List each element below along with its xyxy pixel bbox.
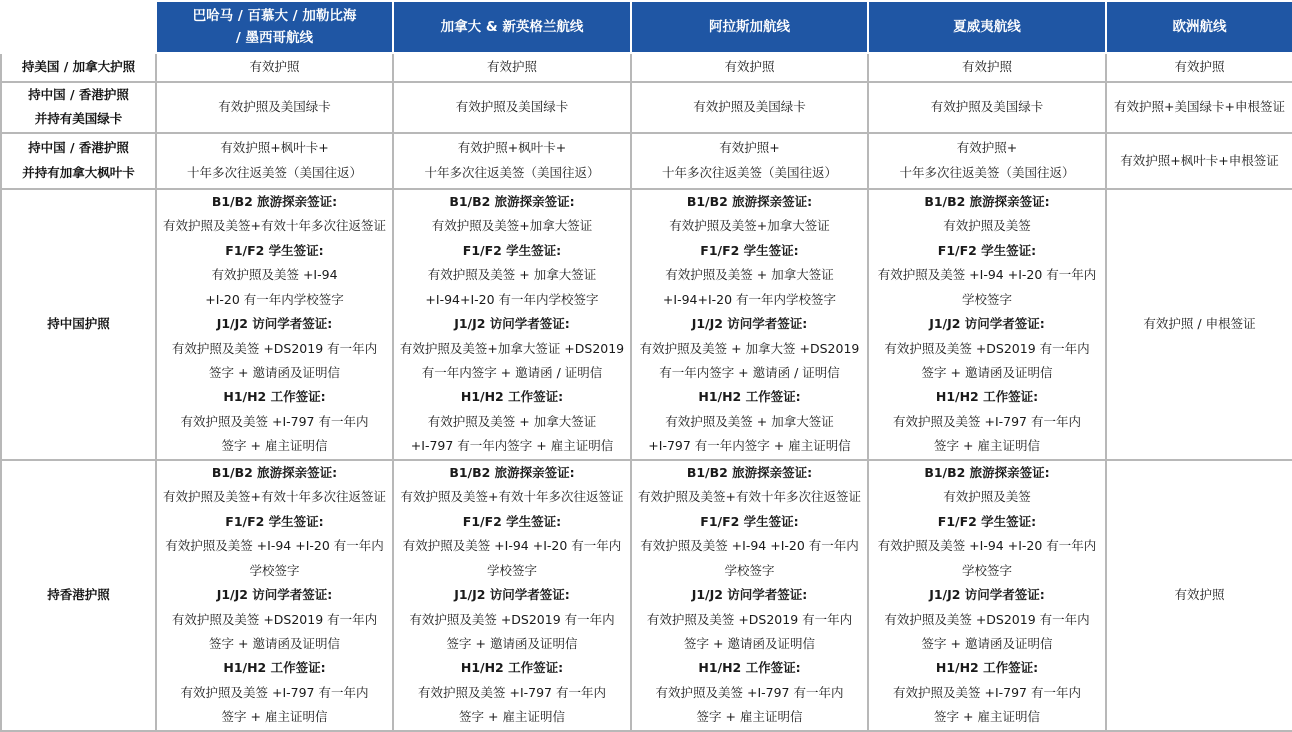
table-cell (156, 53, 393, 82)
header-route-canada-new-england (393, 1, 631, 53)
requirement-line: 有效护照及美签 +I-94 +I-20 有一年内 (877, 538, 1097, 554)
requirement-line: 签字 + 邀请函及证明信 (921, 635, 1053, 651)
table-cell (631, 189, 868, 460)
requirement-line: 有效护照及美签 +I-797 有一年内 (180, 413, 369, 429)
requirement-line: 签字 + 雇主证明信 (221, 438, 328, 454)
requirement-line: 有效护照+ (956, 140, 1018, 156)
requirement-line: 有效护照及美签 + 加拿大签 +DS2019 (639, 340, 860, 356)
requirement-line: 学校签字 (961, 291, 1012, 307)
requirement-line: +I-94+I-20 有一年内学校签字 (425, 291, 599, 307)
visa-type-heading: J1/J2 访问学者签证: (216, 316, 333, 332)
requirement-line: 签字 + 雇主证明信 (934, 438, 1040, 454)
requirement-line: 有效护照 (724, 59, 775, 75)
visa-type-heading: H1/H2 工作签证: (698, 389, 801, 405)
row-china-hk-greencard (1, 82, 1292, 133)
requirement-line: 有效护照及美签 +I-797 有一年内 (418, 684, 606, 700)
requirement-line: 有效护照+枫叶卡+ (457, 140, 567, 156)
requirement-line: 有效护照 (249, 59, 300, 75)
table-cell (1106, 460, 1292, 731)
visa-type-heading: B1/B2 旅游探亲签证: (449, 465, 575, 481)
requirement-line: 有效护照及美签 +DS2019 有一年内 (409, 611, 615, 627)
requirement-line: 十年多次往返美签（美国往返） (899, 164, 1075, 180)
visa-type-heading: B1/B2 旅游探亲签证: (686, 465, 813, 481)
visa-type-heading: H1/H2 工作签证: (460, 389, 564, 405)
visa-type-heading: B1/B2 旅游探亲签证: (686, 194, 813, 210)
visa-type-heading: F1/F2 学生签证: (700, 513, 799, 529)
visa-type-heading: B1/B2 旅游探亲签证: (924, 194, 1050, 210)
table-cell (631, 133, 868, 189)
requirement-line: 签字 + 雇主证明信 (934, 709, 1040, 725)
visa-type-heading: H1/H2 工作签证: (223, 660, 326, 676)
requirement-line: 有效护照及美国绿卡 (218, 99, 331, 115)
visa-type-heading: H1/H2 工作签证: (935, 660, 1039, 676)
requirement-line: 有效护照及美签 +I-94 (211, 267, 338, 283)
visa-type-heading: J1/J2 访问学者签证: (929, 587, 1045, 603)
header-line: 阿拉斯加航线 (709, 19, 790, 35)
visa-type-heading: J1/J2 访问学者签证: (691, 587, 808, 603)
requirement-line: 签字 + 雇主证明信 (696, 709, 803, 725)
row-label (1, 82, 156, 133)
row-hk-passport (1, 460, 1292, 731)
requirement-line: 有效护照及美签 +I-94 +I-20 有一年内 (877, 267, 1097, 283)
requirement-line: 签字 + 雇主证明信 (459, 709, 565, 725)
visa-type-heading: B1/B2 旅游探亲签证: (924, 465, 1050, 481)
table-body (1, 53, 1292, 731)
header-corner (1, 1, 156, 53)
row-label (1, 133, 156, 189)
row-china-hk-mapleleaf (1, 133, 1292, 189)
table-cell (631, 82, 868, 133)
requirement-line: 有效护照 (486, 59, 537, 75)
visa-type-heading: H1/H2 工作签证: (223, 389, 326, 405)
requirement-line: 有效护照及美签 +I-797 有一年内 (893, 684, 1081, 700)
table-cell (393, 189, 631, 460)
row-label-line: 持美国 / 加拿大护照 (21, 59, 136, 75)
row-label (1, 460, 156, 731)
requirement-line: 有效护照+美国绿卡+申根签证 (1114, 99, 1285, 115)
row-label-line: 并持有美国绿卡 (34, 111, 123, 127)
visa-type-heading: F1/F2 学生签证: (937, 242, 1037, 258)
requirement-line: 有效护照及美签+加拿大签证 +DS2019 (399, 340, 625, 356)
table-cell (393, 133, 631, 189)
header-line: 欧洲航线 (1172, 19, 1227, 35)
row-label (1, 53, 156, 82)
table-cell (868, 133, 1106, 189)
visa-type-heading: F1/F2 学生签证: (225, 242, 324, 258)
row-us-canada-passport (1, 53, 1292, 82)
visa-type-heading: H1/H2 工作签证: (698, 660, 801, 676)
row-label-line: 持香港护照 (47, 587, 110, 603)
table-cell (1106, 189, 1292, 460)
requirement-line: 有效护照 (1174, 587, 1225, 603)
visa-type-heading: J1/J2 访问学者签证: (929, 316, 1045, 332)
requirement-line: 有效护照及美签 + 加拿大签证 (427, 267, 597, 283)
requirement-line: 有效护照及美签 +DS2019 有一年内 (884, 340, 1090, 356)
table-cell (868, 82, 1106, 133)
requirement-line: 签字 + 雇主证明信 (221, 709, 328, 725)
table-cell (1106, 53, 1292, 82)
header-route-alaska (631, 1, 868, 53)
requirement-line: 十年多次往返美签（美国往返） (424, 164, 600, 180)
requirement-line: 有效护照及美签 + 加拿大签证 (665, 413, 834, 429)
requirement-line: 签字 + 邀请函及证明信 (209, 364, 340, 380)
requirement-line: 有效护照 (961, 59, 1012, 75)
row-label-line: 并持有加拿大枫叶卡 (22, 164, 135, 180)
table-cell (631, 53, 868, 82)
header-row (1, 1, 1292, 53)
table-cell (868, 460, 1106, 731)
visa-type-heading: B1/B2 旅游探亲签证: (211, 465, 338, 481)
requirement-line: 有效护照及美签 +I-94 +I-20 有一年内 (640, 538, 859, 554)
header-line: 巴哈马 / 百慕大 / 加勒比海 (192, 8, 357, 24)
requirement-line: 有效护照及美签 + 加拿大签证 (427, 413, 597, 429)
visa-type-heading: F1/F2 学生签证: (225, 513, 324, 529)
header-route-caribbean-mexico (156, 1, 393, 53)
table-cell (156, 460, 393, 731)
table-cell (156, 82, 393, 133)
requirement-line: 学校签字 (724, 562, 775, 578)
requirement-line: 有效护照及美签 +DS2019 有一年内 (171, 340, 378, 356)
visa-type-heading: F1/F2 学生签证: (700, 242, 799, 258)
table-cell (156, 133, 393, 189)
requirement-line: +I-797 有一年内签字 + 雇主证明信 (648, 438, 851, 454)
header-route-europe (1106, 1, 1292, 53)
requirement-line: 有效护照及美签+有效十年多次往返签证 (638, 489, 861, 505)
visa-type-heading: B1/B2 旅游探亲签证: (211, 194, 338, 210)
row-china-passport (1, 189, 1292, 460)
requirement-line: 学校签字 (961, 562, 1012, 578)
requirement-line: 有效护照及美签 +I-94 +I-20 有一年内 (165, 538, 384, 554)
requirement-line: 有效护照及美签 +DS2019 有一年内 (884, 611, 1090, 627)
requirement-line: +I-94+I-20 有一年内学校签字 (662, 291, 837, 307)
requirement-line: 有效护照及美国绿卡 (930, 99, 1044, 115)
table-cell (868, 53, 1106, 82)
requirement-line: 十年多次往返美签（美国往返） (186, 164, 362, 180)
requirement-line: 有效护照 (1174, 59, 1225, 75)
requirement-line: 有效护照及美签 (943, 489, 1031, 505)
requirement-line: 有效护照及美签 + 加拿大签证 (665, 267, 834, 283)
row-label-line: 持中国 / 香港护照 (28, 140, 129, 156)
visa-type-heading: B1/B2 旅游探亲签证: (449, 194, 575, 210)
requirement-line: 学校签字 (486, 562, 537, 578)
header-line: / 墨西哥航线 (235, 30, 314, 46)
table-cell (156, 189, 393, 460)
row-label-line: 持中国护照 (47, 316, 110, 332)
table-cell (868, 189, 1106, 460)
visa-type-heading: F1/F2 学生签证: (937, 513, 1037, 529)
header-line: 夏威夷航线 (953, 19, 1021, 35)
requirement-line: 有效护照及美签 (943, 218, 1031, 234)
table-cell (1106, 82, 1292, 133)
table-cell (1106, 133, 1292, 189)
requirement-line: 有效护照及美签 +I-94 +I-20 有一年内 (402, 538, 622, 554)
visa-type-heading: H1/H2 工作签证: (935, 389, 1039, 405)
requirement-line: 有效护照及美签+加拿大签证 (431, 218, 593, 234)
requirement-line: 有效护照+ (719, 140, 780, 156)
requirement-line: 有效护照及美签 +DS2019 有一年内 (646, 611, 853, 627)
requirement-line: 有效护照及美签 +DS2019 有一年内 (171, 611, 378, 627)
requirement-line: 有效护照+枫叶卡+申根签证 (1120, 152, 1279, 168)
visa-type-heading: J1/J2 访问学者签证: (454, 587, 570, 603)
visa-type-heading: F1/F2 学生签证: (462, 242, 562, 258)
requirement-line: 有效护照及美签 +I-797 有一年内 (893, 413, 1081, 429)
requirement-line: 签字 + 邀请函及证明信 (921, 364, 1053, 380)
row-label (1, 189, 156, 460)
requirement-line: 签字 + 邀请函及证明信 (209, 635, 340, 651)
visa-type-heading: J1/J2 访问学者签证: (454, 316, 570, 332)
requirement-line: 有效护照及美国绿卡 (455, 99, 569, 115)
requirement-line: 有效护照+枫叶卡+ (220, 140, 329, 156)
header-route-hawaii (868, 1, 1106, 53)
requirement-line: 有效护照及美签+有效十年多次往返签证 (400, 489, 624, 505)
requirement-line: 十年多次往返美签（美国往返） (661, 164, 837, 180)
requirement-line: 有一年内签字 + 邀请函 / 证明信 (421, 364, 603, 380)
table-cell (393, 82, 631, 133)
row-label-line: 持中国 / 香港护照 (28, 87, 129, 102)
visa-type-heading: H1/H2 工作签证: (460, 660, 564, 676)
table-cell (393, 53, 631, 82)
requirement-line: 有一年内签字 + 邀请函 / 证明信 (659, 364, 840, 380)
requirement-line: 有效护照及美签+有效十年多次往返签证 (163, 218, 386, 234)
requirement-line: 签字 + 邀请函及证明信 (684, 635, 815, 651)
requirement-line: 有效护照 / 申根签证 (1143, 316, 1256, 332)
table-cell (393, 460, 631, 731)
header-line: 加拿大 & 新英格兰航线 (440, 19, 584, 35)
requirement-line: 签字 + 邀请函及证明信 (446, 635, 578, 651)
requirement-line: 有效护照及美签+加拿大签证 (669, 218, 830, 234)
visa-type-heading: J1/J2 访问学者签证: (216, 587, 333, 603)
visa-type-heading: F1/F2 学生签证: (462, 513, 562, 529)
requirement-line: 有效护照及美签 +I-797 有一年内 (655, 684, 844, 700)
requirement-line: +I-20 有一年内学校签字 (205, 291, 344, 307)
requirement-line: 有效护照及美签+有效十年多次往返签证 (163, 489, 386, 505)
table-cell (631, 460, 868, 731)
requirement-line: 学校签字 (249, 562, 300, 578)
visa-type-heading: J1/J2 访问学者签证: (691, 316, 808, 332)
requirement-line: 有效护照及美国绿卡 (693, 99, 806, 115)
requirement-line: 有效护照及美签 +I-797 有一年内 (180, 684, 369, 700)
requirement-line: +I-797 有一年内签字 + 雇主证明信 (410, 438, 614, 454)
